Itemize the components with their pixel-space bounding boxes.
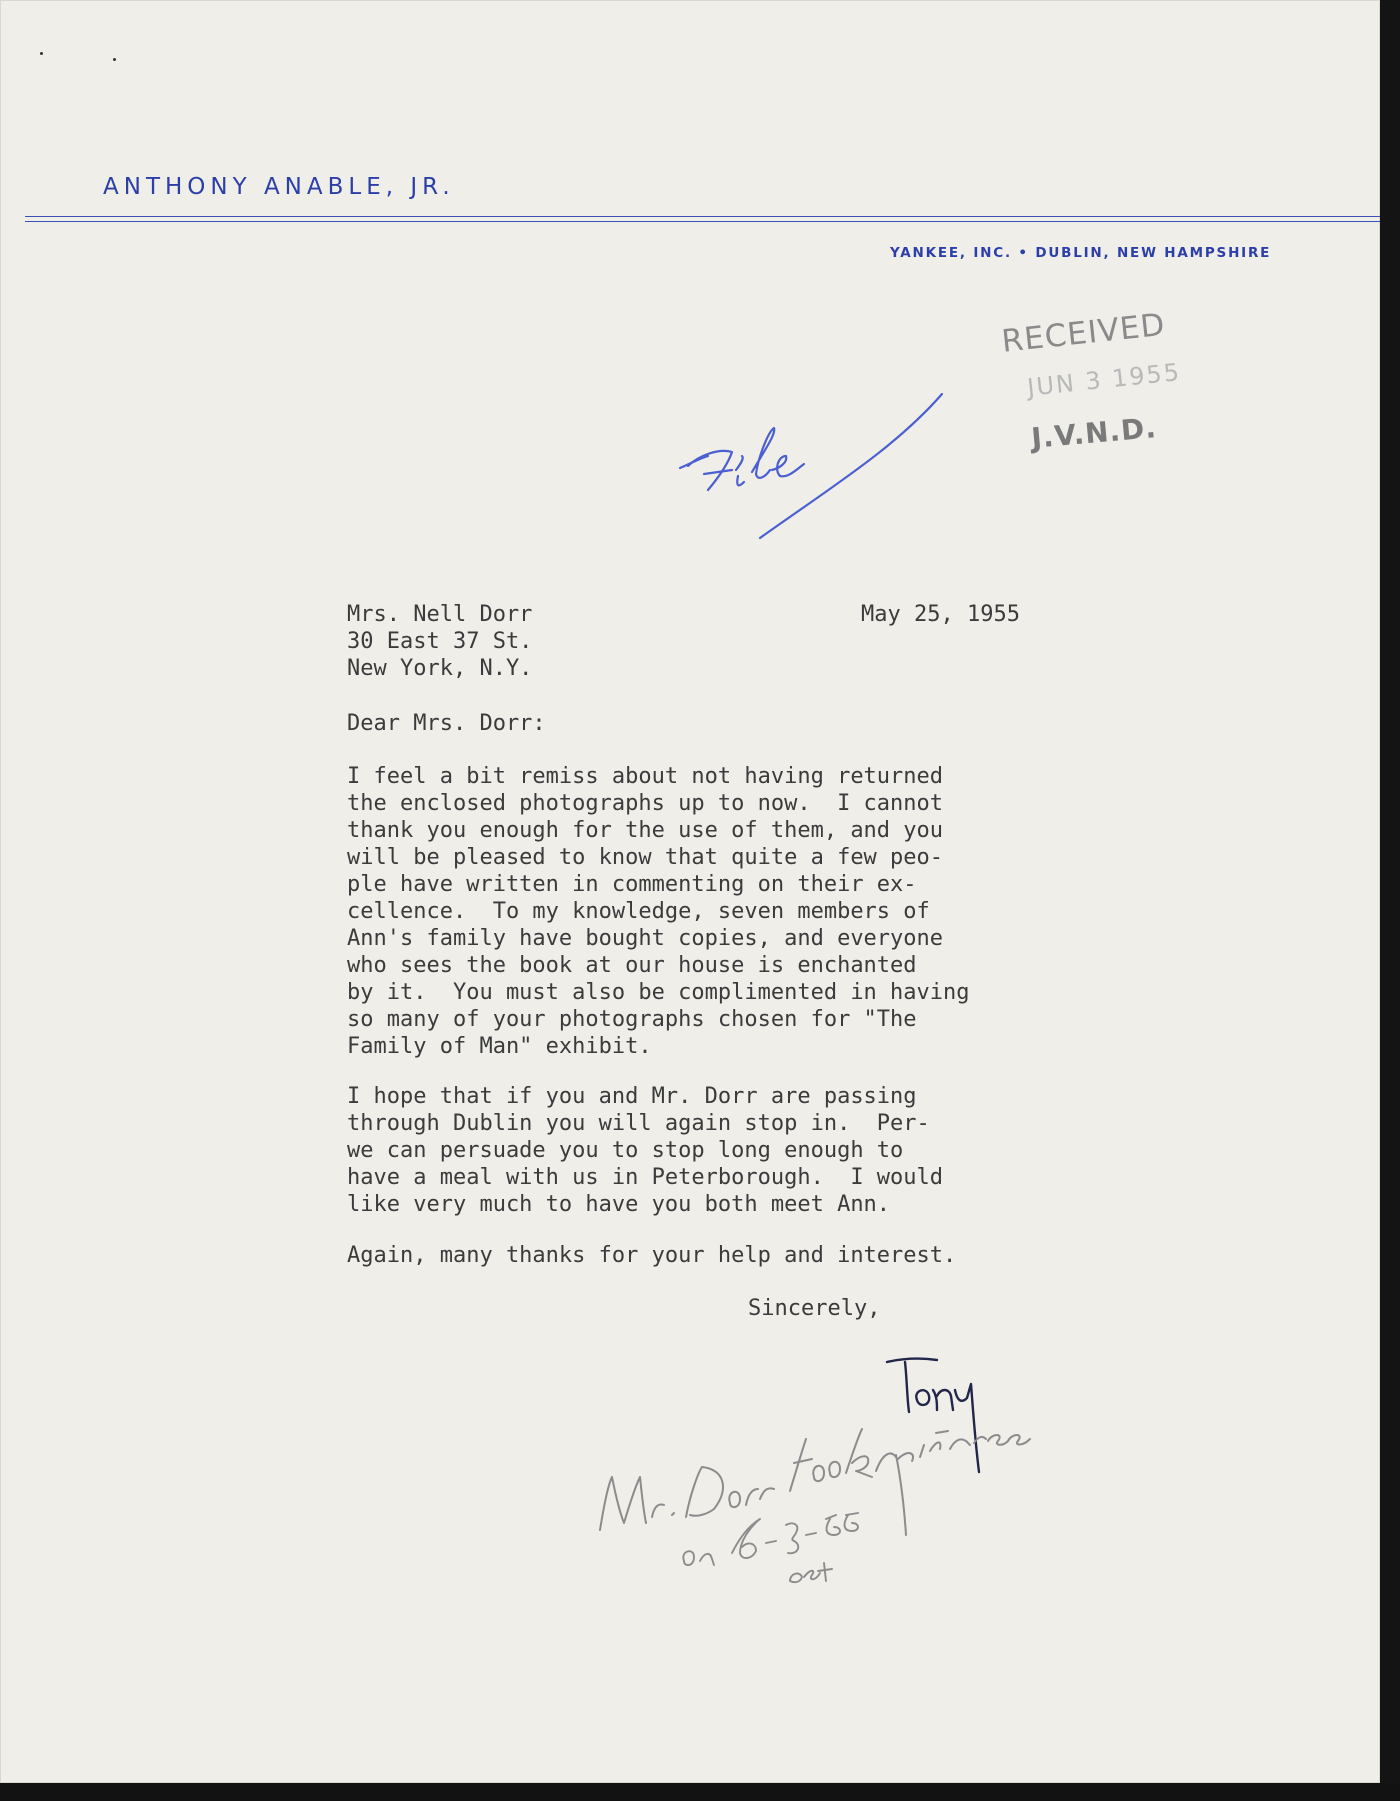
text-line: Ann's family have bought copies, and everyone: [347, 926, 944, 951]
file-handwritten-note: [670, 378, 970, 548]
paper-speck: [40, 52, 43, 55]
text-line: by it. You must also be complimented in having: [347, 980, 970, 1005]
scan-edge-right: [1380, 0, 1400, 1801]
received-stamp: [990, 306, 1230, 482]
text-line: thank you enough for the use of them, and you: [347, 818, 944, 843]
paper-speck: [113, 58, 116, 61]
pencil-note: [590, 1385, 1110, 1595]
text-line: like very much to have you both meet Ann.: [347, 1192, 891, 1217]
text-line: cellence. To my knowledge, seven members of: [347, 899, 930, 924]
salutation: Dear Mrs. Dorr:: [347, 711, 546, 736]
text-line: ple have written in commenting on their ex-: [347, 872, 917, 897]
text-line: have a meal with us in Peterborough. I would: [347, 1165, 944, 1190]
text-line: the enclosed photographs up to now. I cannot: [347, 791, 944, 816]
recipient-line: New York, N.Y.: [347, 656, 533, 681]
stamp-received-text: RECEIVED: [1000, 306, 1168, 360]
letterhead-rule-bottom: [25, 221, 1380, 222]
recipient-line: Mrs. Nell Dorr: [347, 602, 533, 627]
text-line: who sees the book at our house is enchanted: [347, 953, 917, 978]
text-line: I feel a bit remiss about not having returned: [347, 764, 944, 789]
text-line: Family of Man" exhibit.: [347, 1034, 652, 1059]
stamp-date: JUN 3 1955: [1026, 357, 1183, 402]
text-line: through Dublin you will again stop in. Per-: [347, 1111, 930, 1136]
recipient-address: [347, 601, 532, 682]
letterhead-rule-top: [25, 216, 1380, 217]
letterhead-company: YANKEE, INC. • DUBLIN, NEW HAMPSHIRE: [890, 245, 1272, 261]
text-line: so many of your photographs chosen for "The: [347, 1007, 917, 1032]
text-line: will be pleased to know that quite a few peo-: [347, 845, 944, 870]
text-line: Again, many thanks for your help and interest.: [347, 1243, 957, 1268]
paragraph-1: [347, 763, 970, 1060]
text-line: I hope that if you and Mr. Dorr are passing: [347, 1084, 917, 1109]
paragraph-3: [347, 1242, 956, 1269]
paragraph-2: [347, 1083, 943, 1218]
text-line: we can persuade you to stop long enough to: [347, 1138, 904, 1163]
recipient-line: 30 East 37 St.: [347, 629, 533, 654]
closing: Sincerely,: [748, 1296, 881, 1321]
letterhead-name: ANTHONY ANABLE, JR.: [103, 174, 455, 200]
scan-edge-bottom: [0, 1783, 1400, 1801]
stamp-initials: J.V.N.D.: [1030, 411, 1159, 455]
letter-date: May 25, 1955: [861, 602, 1020, 627]
